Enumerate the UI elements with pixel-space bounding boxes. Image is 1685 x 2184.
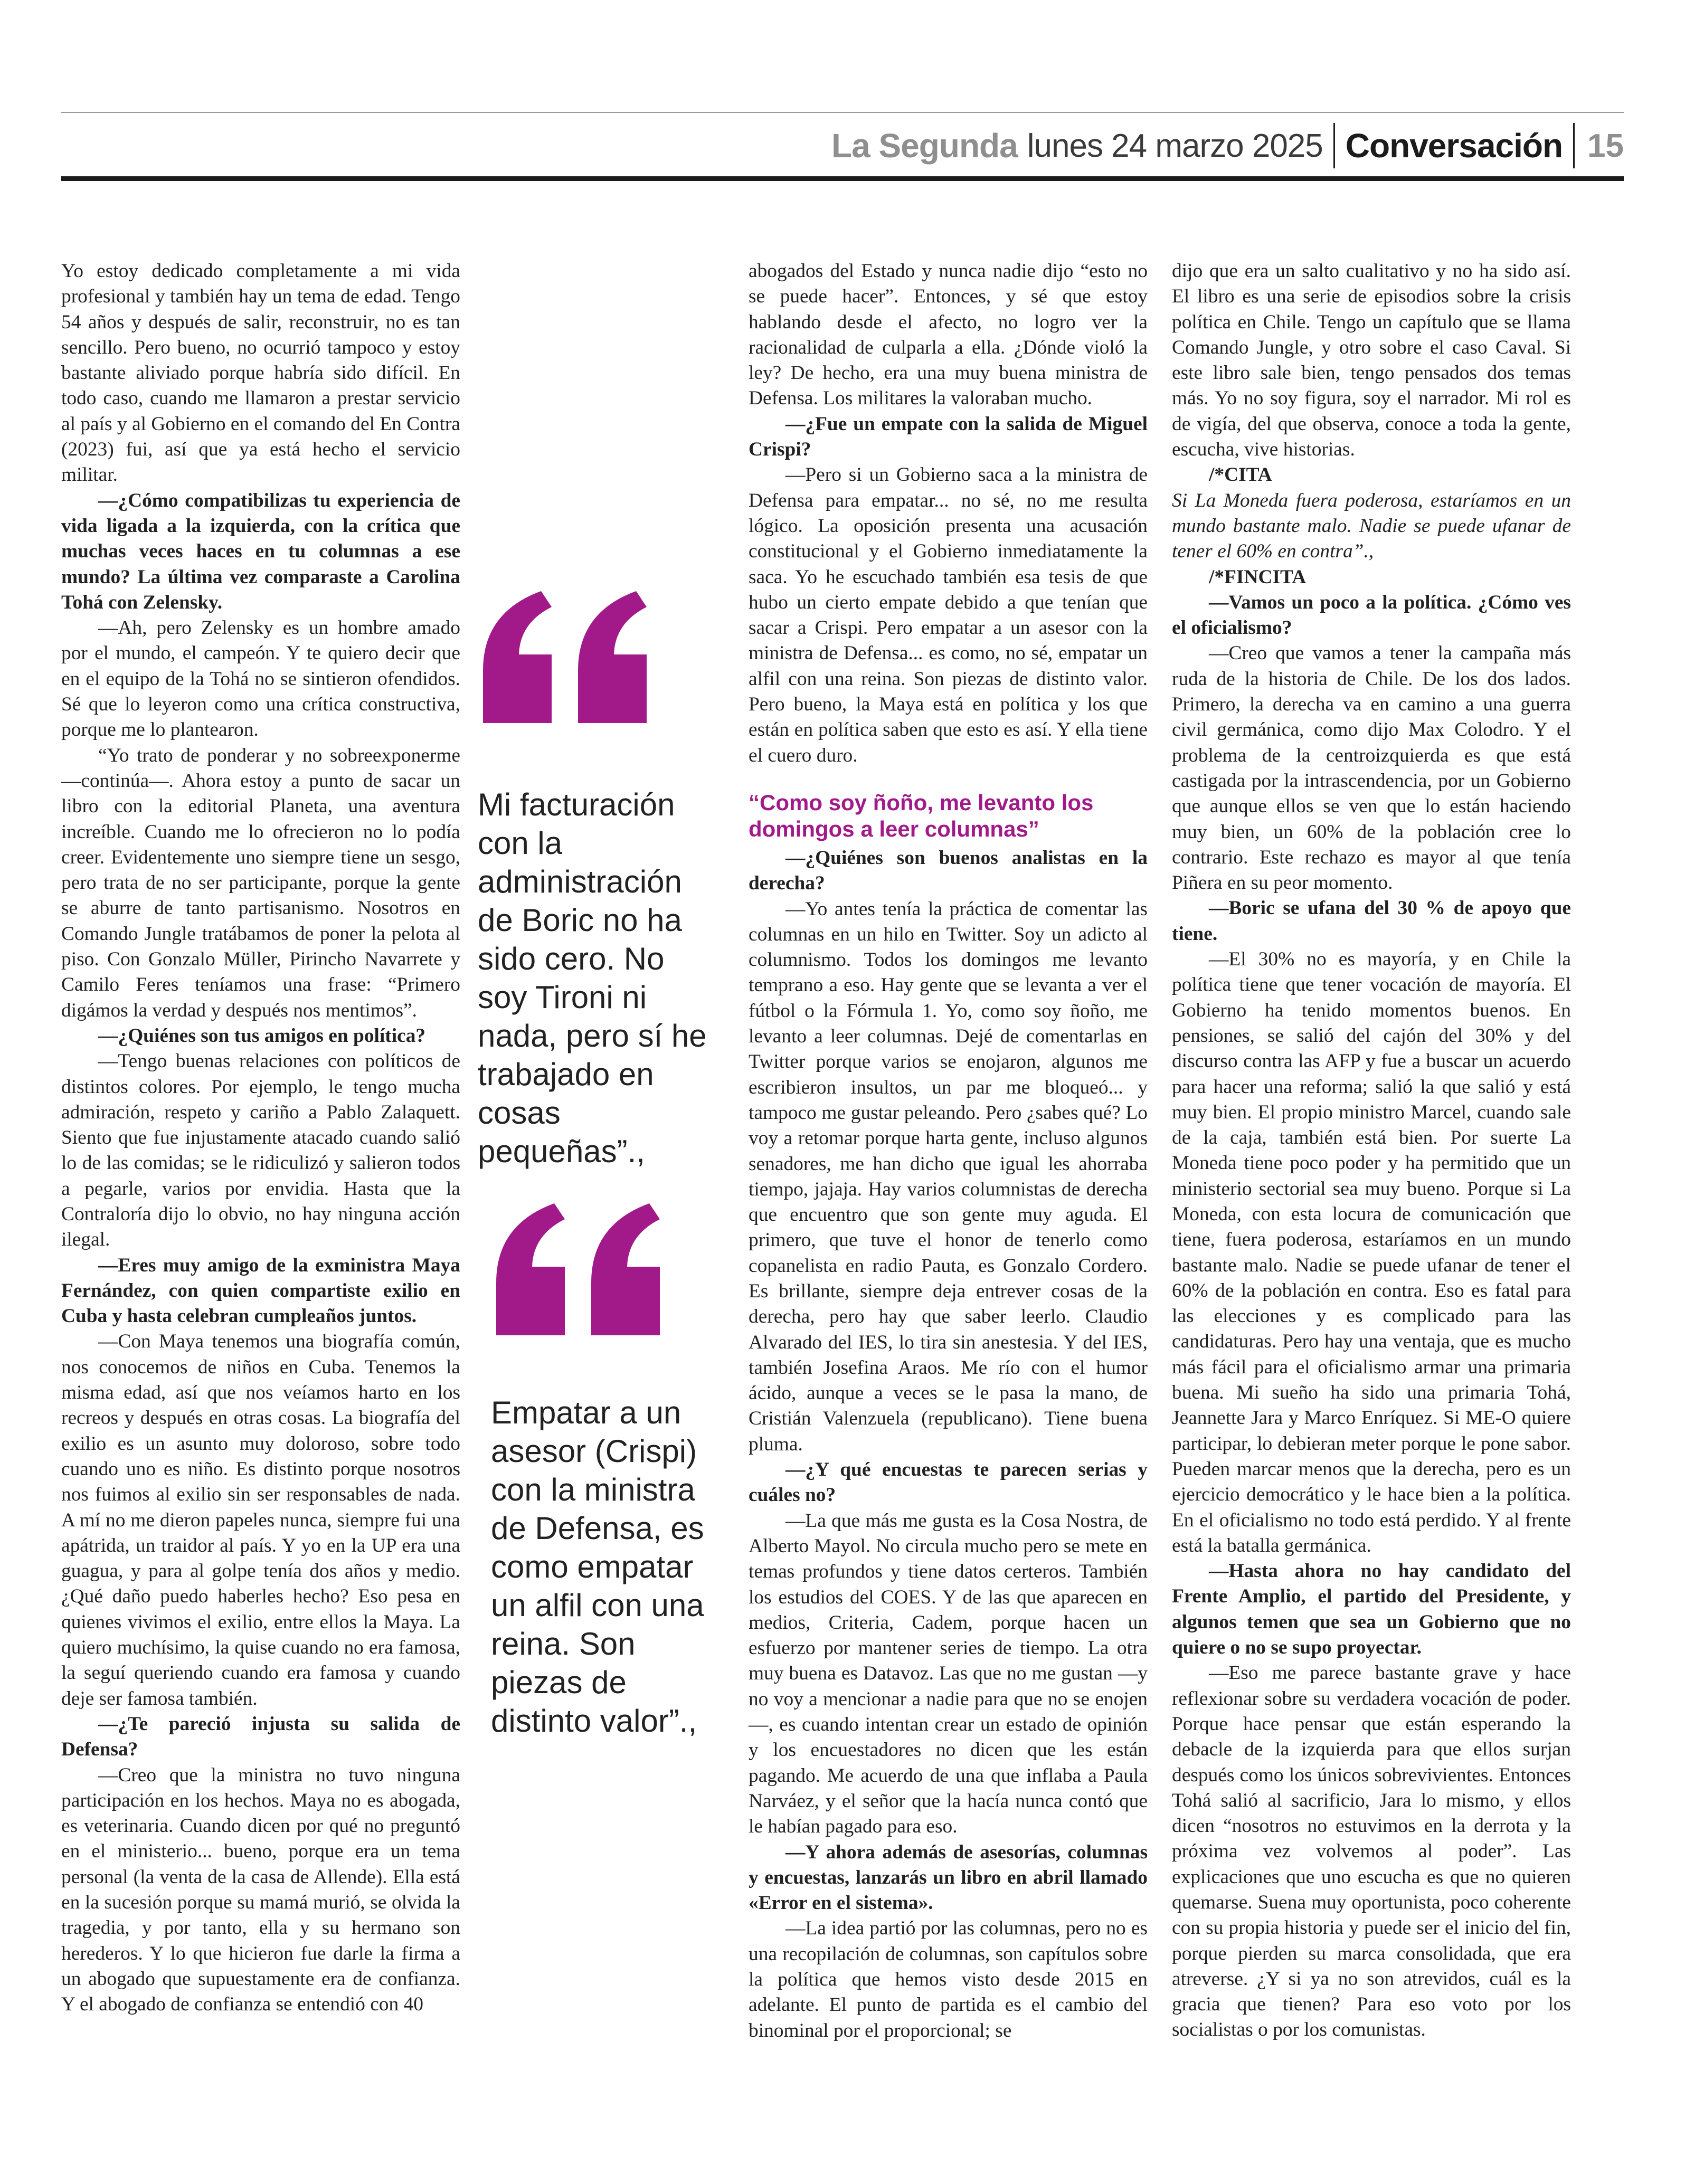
masthead-divider bbox=[1333, 123, 1335, 168]
paragraph: —Pero si un Gobierno saca a la ministra de Defensa para empatar... no sé, no me resulta lógico. La oposición presenta una acusación constitucional y el Gobierno inmediatamente la saca. Yo he escuchado también esa tesis de que hubo un cierto empate debido a que tenían que sacar a Crispi. Pero empatar a un asesor con la ministra de Defensa... es como, no sé, empatar un alfil con una reina. Son piezas de distinto valor. Pero bueno, la Maya está en política y los que están en política saben que esto es así. Y ella tiene el cuero duro. bbox=[749, 464, 1148, 766]
interview-question: —Boric se ufana del 30 % de apoyo que tiene. bbox=[1172, 897, 1571, 945]
interview-question: —Hasta ahora no hay candidato del Frente Amplio, el partido del Presidente, y algunos temen que sea un Gobierno que no quiere o no se supo proyectar. bbox=[1172, 1560, 1571, 1659]
section-subheading: “Como soy ñoño, me levanto los domingos a leer columnas” bbox=[749, 790, 1094, 841]
paragraph: —Con Maya tenemos una biografía común, nos conocemos de niños en Cuba. Tenemos la misma edad, así que nos veíamos harto en los recreos y después en otras cosas. La biografía del exilio es un asunto muy doloroso, sobre todo cuando uno es niño. Es distinto porque nosotros nos fuimos al exilio sin ser responsables de nada. A mí no me dieron papeles nunca, siempre fui una apátrida, un traidor al país. Y yo en la UP era una guagua, y para al golpe tenía dos años y medio. ¿Qué daño puedo haberles hecho? Eso pesa en quienes vivimos el exilio, entre ellos la Maya. La quiero muchísimo, la quise cuando no era famosa, la seguí queriendo cuando era famosa y cuando deje ser famosa también. bbox=[61, 1331, 460, 1710]
interview-question: —¿Y qué encuestas te parecen serias y cuáles no? bbox=[749, 1459, 1148, 1506]
interview-question: —Y ahora además de asesorías, columnas y encuestas, lanzarás un libro en abril llamado «Error en el sistema». bbox=[749, 1841, 1148, 1914]
interview-question: —Vamos un poco a la política. ¿Cómo ves el oficialismo? bbox=[1172, 591, 1571, 639]
pull-quote: Mi facturación con la administración de Boric no ha sido cero. No soy Tironi ni nada, pero sí he trabajado en cosas pequeñas”., bbox=[478, 787, 707, 1169]
paragraph: —Creo que la ministra no tuvo ninguna participación en los hechos. Maya no es abogada, es veterinaria. Cuando dicen por qué no preguntó en el ministerio... bueno, porque era un tema personal (la venta de la casa de Allende). Ella está en la sucesión porque su mamá murió, se olvida la tragedia, y por tanto, ella y su hermano son herederos. Y lo que hicieron fue darle la firma a un abogado que supuestamente era de confianza. Y el abogado de confianza se entendió con 40 bbox=[61, 1764, 460, 2016]
paragraph: abogados del Estado y nunca nadie dijo “esto no se puede hacer”. Entonces, y sé que estoy hablando desde el afecto, no logro ver la racionalidad de culparla a ella. ¿Dónde violó la ley? De hecho, era una muy buena ministra de Defensa. Los militares la valoraban mucho. bbox=[749, 260, 1148, 410]
publication-name: La Segunda bbox=[831, 127, 1018, 165]
quotation-mark-icon bbox=[491, 1203, 670, 1341]
masthead-divider bbox=[1573, 123, 1575, 168]
paragraph: “Yo trato de ponderar y no sobreexponerme —continúa—. Ahora estoy a punto de sacar un libro con la editorial Planeta, una aventura increíble. Cuando me lo ofrecieron no lo podía creer. Evidentemente uno siempre tiene un sesgo, pero trata de no ser participante, porque la gente se aburre de tanto partisanismo. Nosotros en Comando Jungle tratábamos de poner la pelota al piso. Con Gonzalo Müller, Pirincho Navarrete y Camilo Feres teníamos una frase: “Primero digámos la verdad y después nos mentimos”. bbox=[61, 744, 460, 1021]
masthead bbox=[831, 119, 1624, 172]
interview-question: —¿Te pareció injusta su salida de Defensa? bbox=[61, 1713, 460, 1761]
interview-question: —Eres muy amigo de la exministra Maya Fernández, con quien compartiste exilio en Cuba y hasta celebran cumpleaños juntos. bbox=[61, 1254, 460, 1327]
article-column-4 bbox=[1172, 259, 1571, 2043]
section-name: Conversación bbox=[1345, 127, 1563, 165]
inline-quote: Si La Moneda fuera poderosa, estaríamos en un mundo bastante malo. Nadie se puede ufanar de tener el 60% en contra”., bbox=[1172, 489, 1571, 563]
paragraph: —Yo antes tenía la práctica de comentar las columnas en un hilo en Twitter. Soy un adicto al columnismo. Todos los domingos me levanto temprano a eso. Hay gente que se levanta a ver el fútbol o la Fórmula 1. Yo, como soy ñoño, me levanto a leer columnas. Dejé de comentarlas en Twitter porque varios se enojaron, algunos me escribieron insultos, un par me bloqueó... y tampoco me gustar peleando. Pero ¿sabes qué? Lo voy a retomar porque harta gente, incluso algunos senadores, me han dicho que igual les ahorraba tiempo, jajaja. Hay varios columnistas de derecha que encuentro que son gente muy aguda. El primero, que tuve el honor de tenerlo como copanelista en radio Pauta, es Gonzalo Cordero. Es brillante, siempre deja entrever cosas de la derecha, pero hay que saber leerlo. Claudio Alvarado del IES, lo tira sin anestesia. Y del IES, también Josefina Araos. Me río con el humor ácido, aunque a veces se le pasa la mano, de Cristián Valenzuela (republicano). Tiene buena pluma. bbox=[749, 898, 1148, 1455]
paragraph: —Tengo buenas relaciones con políticos de distintos colores. Por ejemplo, le tengo mucha admiración, respeto y cariño a Pablo Zalaquett. Siento que fue injustamente atacado cuando salió lo de las comidas; se le ridiculizó y salieron todos a pegarle, varios por envidia. Hasta que la Contraloría dijo lo obvio, no hay ninguna acción ilegal. bbox=[61, 1050, 460, 1251]
interview-question: —¿Fue un empate con la salida de Miguel Crispi? bbox=[749, 413, 1148, 461]
interview-question: —¿Cómo compatibilizas tu experiencia de vida ligada a la izquierda, con la crítica que muchas veces haces en tu columnas a ese mundo? La última vez comparaste a Carolina Tohá con Zelensky. bbox=[61, 489, 460, 613]
paragraph: —La que más me gusta es la Cosa Nostra, de Alberto Mayol. No circula mucho pero se mete en temas profundos y tiene datos certeros. También los estudios del COES. Y de las que aparecen en medios, Criteria, Cadem, porque hacen un esfuerzo por mantener series de tiempo. La otra muy buena es Datavoz. Las que no me gustan —y no voy a mencionar a nadie para que no se enojen—, es cuando intentan crear un estado de opinión y los encuestadores no dicen que les están pagando. Me acuerdo de una que inflaba a Paula Narváez, y el señor que la hacía nunca contó que le habían pagado para eso. bbox=[749, 1509, 1148, 1838]
paragraph: —La idea partió por las columnas, pero no es una recopilación de columnas, son capítulos sobre la política que hemos visto desde 2015 en adelante. El punto de partida es el cambio del binominal por el proporcional; se bbox=[749, 1917, 1148, 2041]
pull-quote: Empatar a un asesor (Crispi) con la ministra de Defensa, es como empatar un alfil con una reina. Son piezas de distinto valor”., bbox=[491, 1395, 704, 1739]
markup-tag: /*CITA bbox=[1209, 464, 1272, 486]
interview-question: —¿Quiénes son buenos analistas en la derecha? bbox=[749, 847, 1148, 895]
masthead-top-rule bbox=[61, 112, 1624, 113]
paragraph: —Eso me parece bastante grave y hace reflexionar sobre su verdadera vocación de poder. Porque hace pensar que están esperando la debacle de la izquierda para que ellos surjan después como los únicos sobrevivientes. Entonces Tohá salió al sacrificio, Jara lo mismo, y ellos dicen “nosotros no estuvimos en la derrota y la próxima vez volvemos al poder”. Las explicaciones que uno escucha es que no quieren quemarse. Suena muy oportunista, poco coherente con su propia historia y puede ser el inicio del fin, porque pierden su marca consolidada, que era atreverse. ¿Y si ya no son atrevidos, cuál es la gracia que tienen? Para eso voto por los socialistas o por los comunistas. bbox=[1172, 1662, 1571, 2041]
article-column-3 bbox=[749, 259, 1148, 2044]
interview-question: —¿Quiénes son tus amigos en política? bbox=[98, 1024, 426, 1047]
paragraph: Yo estoy dedicado completamente a mi vida profesional y también hay un tema de edad. Tengo 54 años y después de salir, reconstruir, no es tan sencillo. Pero bueno, no ocurrió tampoco y estoy bastante aliviado porque habría sido difícil. En todo caso, cuando me llamaron a prestar servicio al país y al Gobierno en el comando del En Contra (2023) fui, así que ya está hecho el servicio militar. bbox=[61, 260, 460, 486]
paragraph: dijo que era un salto cualitativo y no ha sido así. El libro es una serie de episodios sobre la crisis política en Chile. Tengo un capítulo que se llama Comando Jungle, y otro sobre el caso Caval. Si este libro sale bien, tengo pensados dos temas más. Yo no soy figura, soy el narrador. Mi rol es de vigía, del que observa, conoce a toda la gente, escucha, vive historias. bbox=[1172, 260, 1571, 461]
paragraph: —El 30% no es mayoría, y en Chile la política tiene que tener vocación de mayoría. El Gobierno ha tenido momentos buenos. En pensiones, se salió del cajón del 30% y del discurso contra las AFP y fue a buscar un acuerdo para hacer una reforma; salió la que salió y está muy bien. El propio ministro Marcel, cuando sale de la caja, también está bien. Por suerte La Moneda tiene poco poder y ha permitido que un ministerio sectorial sea muy bueno. Porque si La Moneda, con esta locura de comunicación que tiene, fuera poderosa, estaríamos en un mundo bastante malo. Nadie se puede ufanar de tener el 60% de la población en contra. Eso es fatal para las elecciones y es complicado para las candidaturas. Pero hay una ventaja, que es mucho más fácil para el oficialismo armar una primaria buena. Mi sueño ha sido una primaria Tohá, Jeannette Jara y Marco Enríquez. Si ME-O quiere participar, lo debieran meter porque le pone sabor. Pueden marcar menos que la derecha, pero es un ejercicio democrático y le hace bien a la política. En el oficialismo no todo está perdido. Y al frente está la batalla germánica. bbox=[1172, 948, 1571, 1556]
page-number: 15 bbox=[1587, 127, 1624, 164]
markup-tag: /*FINCITA bbox=[1209, 566, 1307, 588]
quotation-mark-icon bbox=[478, 591, 657, 728]
masthead-bottom-rule bbox=[61, 176, 1624, 181]
paragraph: —Creo que vamos a tener la campaña más ruda de la historia de Chile. De los dos lados. Primero, la derecha va en camino a una guerra civil germánica, como dijo Max Colodro. Y el problema de la centroizquierda es que está castigada por la intrascendencia, por un Gobierno que aunque ellos se ven que lo están haciendo muy bien, un 60% de la población cree lo contrario. Este rechazo es mayor al que tenía Piñera en su peor momento. bbox=[1172, 642, 1571, 894]
article-column-1 bbox=[61, 259, 460, 2017]
paragraph: —Ah, pero Zelensky es un hombre amado por el mundo, el campeón. Y te quiero decir que en el equipo de la Tohá no se sintieron ofendidos. Sé que lo leyeron como una crítica constructiva, porque me lo plantearon. bbox=[61, 617, 460, 741]
issue-date: lunes 24 marzo 2025 bbox=[1027, 127, 1323, 164]
